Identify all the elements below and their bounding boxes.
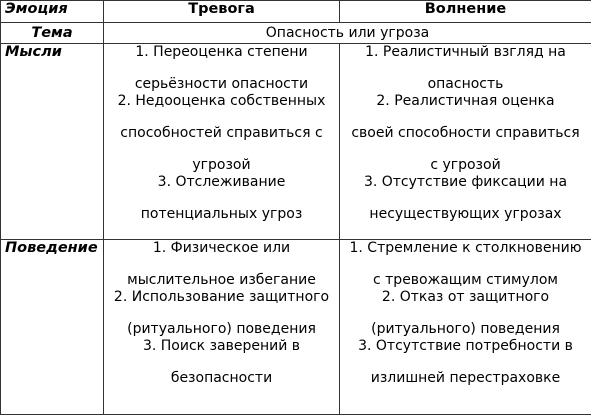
list-item-line: 2. Реалистичная оценка: [376, 93, 555, 109]
list-item: [346, 289, 585, 338]
list-item-line: (ритуального) поведения: [371, 321, 560, 337]
list-item-line: (ритуального) поведения: [127, 321, 316, 337]
behavior-row: [1, 240, 591, 415]
list-item-line: 3. Отсутствие фиксации на: [363, 174, 568, 190]
row-label-theme: Тема: [1, 23, 104, 44]
theme-row: [1, 23, 591, 44]
list-item-line: 3. Отсутствие потребности в: [358, 338, 573, 354]
thoughts-anxiety-cell: [104, 44, 340, 240]
list-item: [110, 44, 333, 93]
list-item-line: 3. Отслеживание: [157, 174, 286, 190]
row-label-behavior: Поведение: [1, 240, 104, 415]
header-emotion: Эмоция: [1, 1, 104, 23]
theme-value: Опасность или угроза: [104, 23, 591, 44]
header-row: [1, 1, 591, 23]
list-item-line: серьёзности опасности: [134, 76, 309, 92]
list-item-line: 3. Поиск заверений в: [142, 338, 301, 354]
thoughts-row: [1, 44, 591, 240]
list-item: [346, 338, 585, 387]
list-item-line: излишней перестраховке: [370, 370, 561, 386]
list-item-line: безопасности: [170, 370, 273, 386]
list-item-line: 1. Реалистичный взгляд на: [365, 44, 566, 60]
list-item-line: потенциальных угроз: [140, 206, 303, 222]
behavior-excitement-list: [340, 240, 591, 387]
list-item: [346, 93, 585, 174]
behavior-anxiety-cell: [104, 240, 340, 415]
behavior-excitement-cell: [340, 240, 591, 415]
list-item: [110, 240, 333, 289]
list-item: [110, 93, 333, 174]
list-item-line: с угрозой: [430, 157, 501, 173]
list-item: [110, 174, 333, 223]
list-item-line: 2. Использование защитного: [113, 289, 330, 305]
list-item-line: своей способности справиться: [351, 125, 580, 141]
header-excitement: Волнение: [340, 1, 591, 23]
list-item-line: мыслительное избегание: [127, 272, 316, 288]
list-item: [346, 44, 585, 93]
list-item: [110, 338, 333, 387]
list-item: [346, 174, 585, 223]
row-label-thoughts: Мысли: [1, 44, 104, 240]
list-item-line: 2. Отказ от защитного: [381, 289, 550, 305]
list-item-line: с тревожащим стимулом: [373, 272, 558, 288]
list-item-line: 1. Физическое или: [152, 240, 291, 256]
list-item-line: 1. Переоценка степени: [135, 44, 308, 60]
list-item-line: опасность: [427, 76, 504, 92]
list-item: [110, 289, 333, 338]
thoughts-excitement-list: [340, 44, 591, 223]
list-item-line: несуществующих угрозах: [369, 206, 562, 222]
header-anxiety: Тревога: [104, 1, 340, 23]
list-item: [346, 240, 585, 289]
list-item-line: 1. Стремление к столкновению: [349, 240, 582, 256]
list-item-line: угрозой: [192, 157, 251, 173]
thoughts-anxiety-list: [104, 44, 339, 223]
thoughts-excitement-cell: [340, 44, 591, 240]
list-item-line: 2. Недооценка собственных: [117, 93, 326, 109]
behavior-anxiety-list: [104, 240, 339, 387]
list-item-line: способностей справиться с: [120, 125, 323, 141]
